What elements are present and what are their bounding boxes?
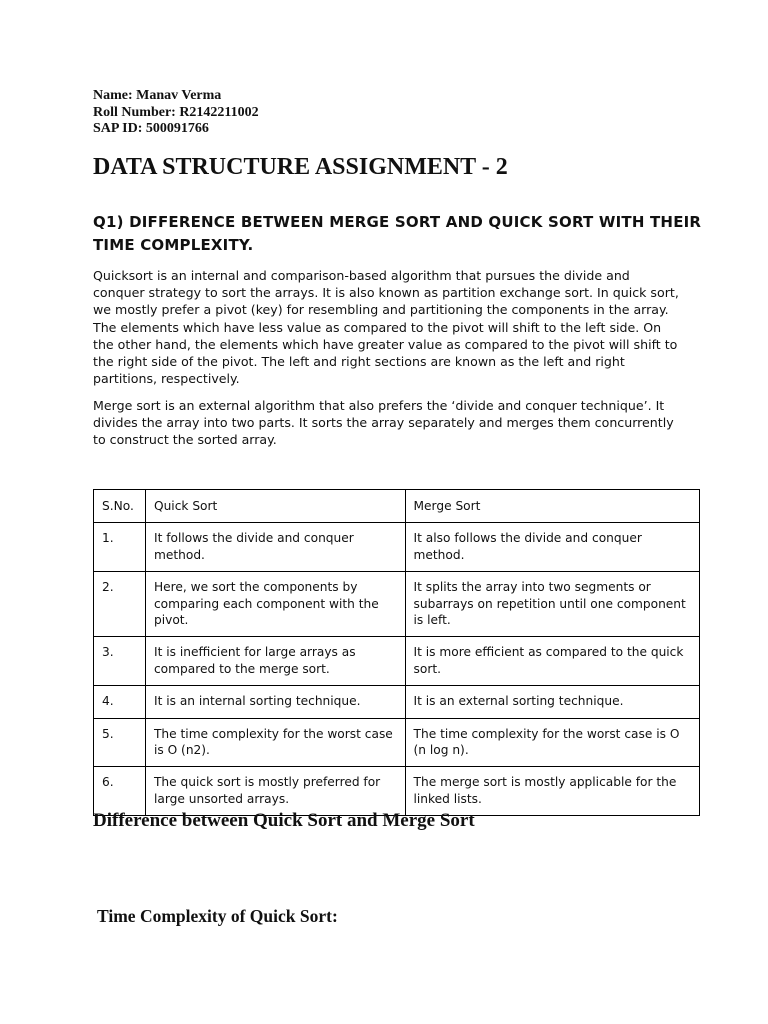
table-caption: Difference between Quick Sort and Merge Sort <box>93 810 475 831</box>
table-cell-quick-sort: The time complexity for the worst case is O (n2). <box>145 718 405 767</box>
column-header-quick-sort: Quick Sort <box>145 490 405 523</box>
table-cell-quick-sort: It is inefficient for large arrays as compared to the merge sort. <box>145 637 405 686</box>
table-cell-sno: 2. <box>94 572 146 637</box>
student-info <box>93 88 259 138</box>
table-cell-merge-sort: It is an external sorting technique. <box>405 686 699 718</box>
table-cell-merge-sort: It splits the array into two segments or subarrays on repetition until one component is left. <box>405 572 699 637</box>
table-cell-sno: 3. <box>94 637 146 686</box>
table-row <box>94 718 700 767</box>
table-cell-sno: 4. <box>94 686 146 718</box>
table-header-row <box>94 490 700 523</box>
table-cell-quick-sort: Here, we sort the components by comparing each component with the pivot. <box>145 572 405 637</box>
table-cell-sno: 6. <box>94 767 146 816</box>
table-cell-merge-sort: The merge sort is mostly applicable for the linked lists. <box>405 767 699 816</box>
mergesort-paragraph: Merge sort is an external algorithm that also prefers the ‘divide and conquer technique’. It divides the array into two parts. It sorts the array separately and merges them concurrently to construct the sorted array. <box>93 398 674 448</box>
column-header-merge-sort: Merge Sort <box>405 490 699 523</box>
table-cell-quick-sort: The quick sort is mostly preferred for large unsorted arrays. <box>145 767 405 816</box>
table-cell-merge-sort: It is more efficient as compared to the quick sort. <box>405 637 699 686</box>
sap-id: SAP ID: 500091766 <box>93 121 209 136</box>
table-cell-quick-sort: It follows the divide and conquer method. <box>145 523 405 572</box>
table-cell-sno: 1. <box>94 523 146 572</box>
table-cell-merge-sort: It also follows the divide and conquer method. <box>405 523 699 572</box>
table-cell-merge-sort: The time complexity for the worst case is O (n log n). <box>405 718 699 767</box>
table-row <box>94 523 700 572</box>
table-row <box>94 686 700 718</box>
document-title: DATA STRUCTURE ASSIGNMENT - 2 <box>93 154 508 180</box>
question-heading: Q1) DIFFERENCE BETWEEN MERGE SORT AND QUICK SORT WITH THEIR TIME COMPLEXITY. <box>93 213 702 254</box>
table-row <box>94 637 700 686</box>
roll-number: Roll Number: R2142211002 <box>93 104 259 120</box>
column-header-sno: S.No. <box>94 490 146 523</box>
table-cell-quick-sort: It is an internal sorting technique. <box>145 686 405 718</box>
table-row <box>94 572 700 637</box>
time-complexity-heading: Time Complexity of Quick Sort: <box>97 906 338 926</box>
comparison-table <box>93 489 700 816</box>
table-row <box>94 767 700 816</box>
table-cell-sno: 5. <box>94 718 146 767</box>
quicksort-paragraph: Quicksort is an internal and comparison-based algorithm that pursues the divide and conquer strategy to sort the arrays. It is also known as partition exchange sort. In quick sort, we mostly prefer a pivot (key) for resembling and partitioning the components in the array. The elements which have less value as compared to the pivot will shift to the left side. On the other hand, the elements which have greater value as compared to the pivot will shift to the right side of the pivot. The left and right sections are known as the left and right partitions, respectively. <box>93 268 679 387</box>
student-name: Name: Manav Verma <box>93 88 222 103</box>
